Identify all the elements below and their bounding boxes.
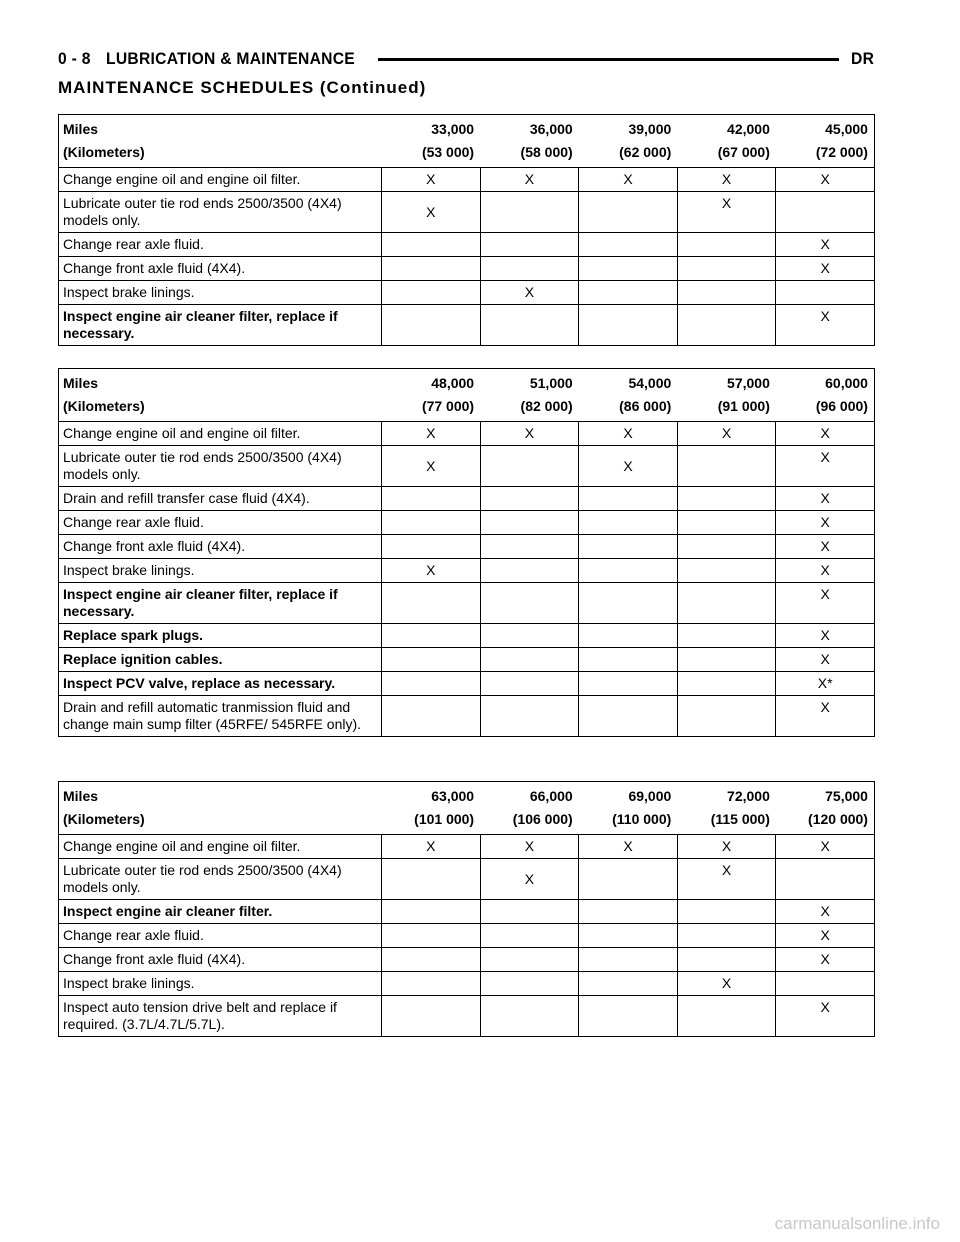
model-code: DR bbox=[850, 49, 874, 68]
task-mark: X bbox=[677, 835, 776, 859]
miles-label: Miles bbox=[63, 788, 99, 804]
task-mark: X bbox=[776, 835, 875, 859]
task-mark bbox=[677, 305, 776, 346]
task-label: Lubricate outer tie rod ends 2500/3500 (4X4) models only. bbox=[59, 446, 382, 487]
task-mark bbox=[677, 233, 776, 257]
task-mark bbox=[579, 924, 678, 948]
task-label: Inspect engine air cleaner filter, replace if necessary. bbox=[59, 583, 382, 624]
km-header-row bbox=[59, 395, 875, 422]
task-label: Inspect brake linings. bbox=[59, 559, 382, 583]
task-mark bbox=[579, 859, 678, 900]
task-mark bbox=[579, 648, 678, 672]
table-row bbox=[59, 487, 875, 511]
task-mark: X bbox=[480, 168, 579, 192]
task-mark: X bbox=[776, 422, 875, 446]
km-value: (110 000) bbox=[612, 811, 672, 827]
task-label: Change front axle fluid (4X4). bbox=[59, 257, 382, 281]
task-mark bbox=[579, 672, 678, 696]
task-mark: X bbox=[776, 948, 875, 972]
task-mark bbox=[382, 511, 481, 535]
task-mark: X bbox=[480, 859, 579, 900]
task-mark bbox=[382, 924, 481, 948]
task-label: Change front axle fluid (4X4). bbox=[59, 535, 382, 559]
miles-value: 54,000 bbox=[628, 375, 672, 391]
task-mark bbox=[480, 559, 579, 583]
miles-value: 45,000 bbox=[825, 121, 868, 137]
miles-value: 39,000 bbox=[628, 121, 672, 137]
task-mark bbox=[480, 624, 579, 648]
task-mark: X bbox=[776, 535, 875, 559]
task-mark: X bbox=[776, 583, 875, 624]
table-row bbox=[59, 559, 875, 583]
task-mark bbox=[382, 305, 481, 346]
table-row bbox=[59, 835, 875, 859]
task-label: Change engine oil and engine oil filter. bbox=[59, 168, 382, 192]
task-mark bbox=[382, 624, 481, 648]
task-mark: X bbox=[677, 192, 776, 233]
km-value: (72 000) bbox=[815, 144, 868, 160]
table-row bbox=[59, 624, 875, 648]
task-mark bbox=[579, 900, 678, 924]
task-mark bbox=[382, 696, 481, 737]
task-mark: X bbox=[382, 559, 481, 583]
task-label: Drain and refill transfer case fluid (4X4). bbox=[59, 487, 382, 511]
task-mark bbox=[480, 535, 579, 559]
page-subtitle: MAINTENANCE SCHEDULES (Continued) bbox=[58, 78, 427, 97]
km-value: (53 000) bbox=[421, 144, 475, 160]
task-mark bbox=[677, 583, 776, 624]
task-mark bbox=[579, 192, 678, 233]
task-mark bbox=[480, 257, 579, 281]
task-mark bbox=[382, 535, 481, 559]
table-row bbox=[59, 192, 875, 233]
km-value: (96 000) bbox=[815, 398, 868, 414]
task-mark bbox=[677, 257, 776, 281]
task-label: Change rear axle fluid. bbox=[59, 511, 382, 535]
task-mark: X bbox=[382, 192, 481, 233]
task-mark bbox=[677, 559, 776, 583]
miles-value: 69,000 bbox=[628, 788, 672, 804]
miles-value: 51,000 bbox=[529, 375, 573, 391]
task-mark bbox=[677, 487, 776, 511]
km-value: (58 000) bbox=[520, 144, 573, 160]
task-mark bbox=[480, 972, 579, 996]
task-label: Change rear axle fluid. bbox=[59, 924, 382, 948]
table-row bbox=[59, 648, 875, 672]
task-mark: X bbox=[776, 559, 875, 583]
miles-value: 63,000 bbox=[431, 788, 475, 804]
km-value: (86 000) bbox=[619, 398, 672, 414]
task-mark bbox=[579, 305, 678, 346]
table-row bbox=[59, 924, 875, 948]
task-mark bbox=[480, 233, 579, 257]
watermark: carmanualsonline.info bbox=[774, 1214, 940, 1233]
km-value: (67 000) bbox=[717, 144, 770, 160]
task-mark bbox=[677, 624, 776, 648]
task-mark bbox=[579, 535, 678, 559]
table-row bbox=[59, 281, 875, 305]
schedule-table-2 bbox=[58, 368, 875, 737]
task-label: Inspect engine air cleaner filter, replace if necessary. bbox=[59, 305, 382, 346]
task-mark: X bbox=[776, 648, 875, 672]
task-mark bbox=[382, 233, 481, 257]
miles-value: 57,000 bbox=[727, 375, 770, 391]
table-row bbox=[59, 257, 875, 281]
task-mark bbox=[480, 192, 579, 233]
task-mark: X bbox=[480, 835, 579, 859]
task-mark bbox=[382, 487, 481, 511]
km-value: (101 000) bbox=[414, 811, 475, 827]
task-mark bbox=[579, 511, 678, 535]
task-mark bbox=[480, 305, 579, 346]
task-mark: X bbox=[776, 624, 875, 648]
task-mark bbox=[776, 281, 875, 305]
task-label: Change rear axle fluid. bbox=[59, 233, 382, 257]
task-label: Replace spark plugs. bbox=[59, 624, 382, 648]
task-mark bbox=[480, 487, 579, 511]
miles-value: 36,000 bbox=[529, 121, 573, 137]
task-label: Lubricate outer tie rod ends 2500/3500 (4X4) models only. bbox=[59, 192, 382, 233]
miles-label: Miles bbox=[63, 121, 99, 137]
table-row bbox=[59, 511, 875, 535]
task-label: Inspect engine air cleaner filter. bbox=[59, 900, 382, 924]
miles-value: 48,000 bbox=[431, 375, 475, 391]
task-label: Change front axle fluid (4X4). bbox=[59, 948, 382, 972]
page-number: 0 - 8 bbox=[58, 49, 91, 68]
task-label: Drain and refill automatic tranmission fluid and change main sump filter (45RFE/ 545RFE only). bbox=[59, 696, 382, 737]
task-mark bbox=[382, 948, 481, 972]
task-mark bbox=[677, 511, 776, 535]
task-mark: X bbox=[579, 835, 678, 859]
task-mark bbox=[579, 996, 678, 1037]
table-row bbox=[59, 583, 875, 624]
km-header-row bbox=[59, 808, 875, 835]
task-label: Inspect brake linings. bbox=[59, 281, 382, 305]
task-label: Lubricate outer tie rod ends 2500/3500 (4X4) models only. bbox=[59, 859, 382, 900]
miles-header-row bbox=[59, 782, 875, 809]
task-mark: X bbox=[776, 257, 875, 281]
table-row bbox=[59, 168, 875, 192]
table-row bbox=[59, 859, 875, 900]
task-mark bbox=[579, 624, 678, 648]
table-row bbox=[59, 422, 875, 446]
task-mark bbox=[677, 696, 776, 737]
table-row bbox=[59, 996, 875, 1037]
task-mark bbox=[480, 672, 579, 696]
table-row bbox=[59, 233, 875, 257]
miles-value: 66,000 bbox=[529, 788, 573, 804]
task-mark bbox=[480, 648, 579, 672]
task-mark: X bbox=[677, 168, 776, 192]
km-value: (106 000) bbox=[512, 811, 573, 827]
task-mark bbox=[382, 672, 481, 696]
task-mark: X bbox=[480, 422, 579, 446]
km-value: (62 000) bbox=[619, 144, 672, 160]
table-row bbox=[59, 535, 875, 559]
task-mark: X bbox=[382, 422, 481, 446]
task-mark bbox=[677, 996, 776, 1037]
task-mark bbox=[480, 696, 579, 737]
task-mark: X bbox=[579, 422, 678, 446]
task-mark: X bbox=[776, 168, 875, 192]
miles-value: 72,000 bbox=[727, 788, 770, 804]
task-mark: X bbox=[677, 422, 776, 446]
section-title: LUBRICATION & MAINTENANCE bbox=[105, 49, 355, 68]
task-mark: X bbox=[776, 305, 875, 346]
task-label: Replace ignition cables. bbox=[59, 648, 382, 672]
task-mark: X bbox=[677, 859, 776, 900]
task-mark bbox=[480, 583, 579, 624]
task-mark: X bbox=[480, 281, 579, 305]
schedule-table-3 bbox=[58, 781, 875, 1037]
task-mark bbox=[382, 257, 481, 281]
km-value: (91 000) bbox=[717, 398, 770, 414]
miles-value: 75,000 bbox=[825, 788, 868, 804]
task-mark bbox=[480, 948, 579, 972]
task-mark: X bbox=[776, 900, 875, 924]
task-mark bbox=[382, 972, 481, 996]
task-mark bbox=[776, 859, 875, 900]
km-label: (Kilometers) bbox=[63, 398, 145, 414]
task-mark: X bbox=[776, 511, 875, 535]
table-row bbox=[59, 900, 875, 924]
task-mark bbox=[677, 446, 776, 487]
task-mark bbox=[677, 535, 776, 559]
table-row bbox=[59, 972, 875, 996]
task-mark: X bbox=[382, 835, 481, 859]
task-mark bbox=[382, 996, 481, 1037]
task-mark: X bbox=[579, 168, 678, 192]
task-label: Inspect PCV valve, replace as necessary. bbox=[59, 672, 382, 696]
task-mark bbox=[382, 900, 481, 924]
page-header bbox=[58, 46, 874, 72]
task-mark bbox=[579, 233, 678, 257]
task-mark bbox=[677, 924, 776, 948]
task-mark: X bbox=[382, 446, 481, 487]
table-row bbox=[59, 696, 875, 737]
task-mark bbox=[480, 446, 579, 487]
miles-label: Miles bbox=[63, 375, 99, 391]
task-mark bbox=[480, 511, 579, 535]
miles-value: 60,000 bbox=[825, 375, 868, 391]
header-rule bbox=[378, 58, 839, 61]
task-mark bbox=[579, 696, 678, 737]
task-mark: X bbox=[776, 446, 875, 487]
task-mark bbox=[677, 948, 776, 972]
task-mark: X bbox=[382, 168, 481, 192]
km-value: (115 000) bbox=[710, 811, 770, 827]
km-value: (82 000) bbox=[520, 398, 573, 414]
miles-value: 33,000 bbox=[431, 121, 475, 137]
miles-header-row bbox=[59, 369, 875, 396]
task-label: Inspect auto tension drive belt and replace if required. (3.7L/4.7L/5.7L). bbox=[59, 996, 382, 1037]
table-row bbox=[59, 305, 875, 346]
task-mark: X bbox=[579, 446, 678, 487]
task-mark: X bbox=[677, 972, 776, 996]
task-mark: X bbox=[776, 924, 875, 948]
task-mark bbox=[579, 559, 678, 583]
task-mark bbox=[382, 281, 481, 305]
task-mark bbox=[382, 859, 481, 900]
km-value: (77 000) bbox=[421, 398, 475, 414]
task-mark bbox=[776, 972, 875, 996]
task-mark: X bbox=[776, 233, 875, 257]
task-label: Inspect brake linings. bbox=[59, 972, 382, 996]
km-label: (Kilometers) bbox=[63, 144, 145, 160]
miles-header-row bbox=[59, 115, 875, 142]
task-mark bbox=[677, 672, 776, 696]
task-mark bbox=[579, 583, 678, 624]
task-mark bbox=[579, 257, 678, 281]
task-mark bbox=[480, 924, 579, 948]
task-mark bbox=[677, 900, 776, 924]
table-row bbox=[59, 672, 875, 696]
task-mark bbox=[776, 192, 875, 233]
task-mark bbox=[579, 948, 678, 972]
task-mark bbox=[677, 648, 776, 672]
task-mark: X bbox=[776, 996, 875, 1037]
task-mark bbox=[579, 281, 678, 305]
task-label: Change engine oil and engine oil filter. bbox=[59, 835, 382, 859]
task-mark: X bbox=[776, 487, 875, 511]
task-mark bbox=[480, 996, 579, 1037]
task-mark bbox=[382, 648, 481, 672]
km-value: (120 000) bbox=[808, 811, 868, 827]
task-mark: X bbox=[776, 696, 875, 737]
task-mark bbox=[677, 281, 776, 305]
miles-value: 42,000 bbox=[727, 121, 770, 137]
km-label: (Kilometers) bbox=[63, 811, 145, 827]
task-label: Change engine oil and engine oil filter. bbox=[59, 422, 382, 446]
table-row bbox=[59, 446, 875, 487]
task-mark bbox=[579, 487, 678, 511]
task-mark bbox=[480, 900, 579, 924]
task-mark bbox=[579, 972, 678, 996]
table-row bbox=[59, 948, 875, 972]
schedule-table-1 bbox=[58, 114, 875, 346]
km-header-row bbox=[59, 141, 875, 168]
task-mark: X* bbox=[776, 672, 875, 696]
task-mark bbox=[382, 583, 481, 624]
